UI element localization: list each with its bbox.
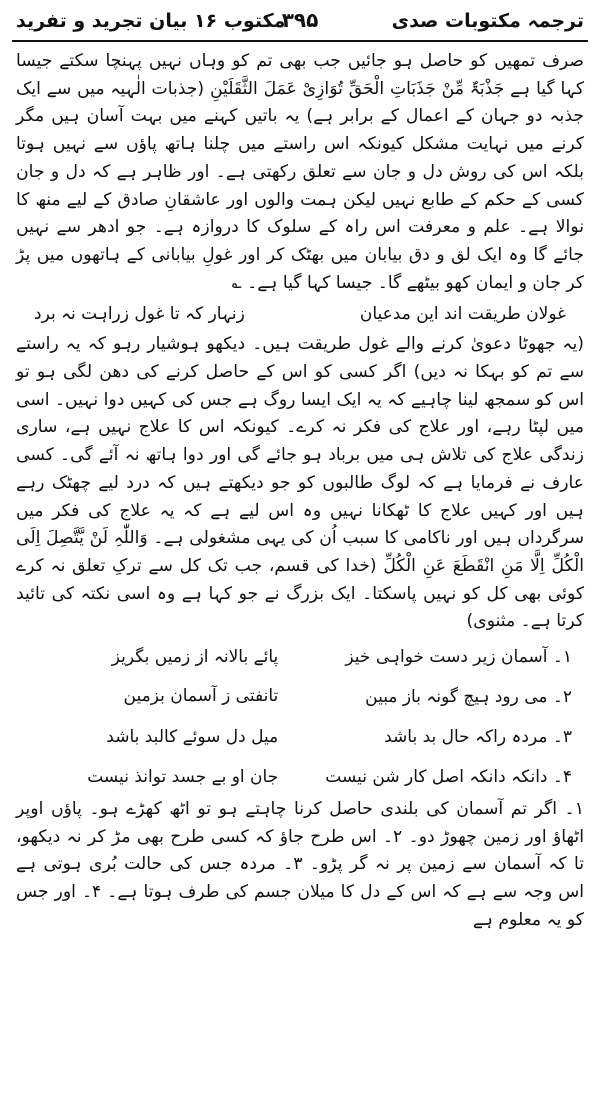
masnavi-poem (10, 636, 590, 796)
paragraph: صرف تمھیں کو حاصل ہو جائیں جب بھی تم کو وہاں نہیں پہنچا سکتے جیسا کہا گیا ہے جَذْبَۃٌ مِّنْ جَذَبَاتِ الْحَقِّ تُوَازِیْ عَمَلَ الثَّقَلَیْنِ (جذبات الٰہیہ میں سے ایک جذبہ دو جہان کے اعمال کے برابر ہے) یہ باتیں کہنے میں بہت آسان ہیں مگر کرنے میں نہایت مشکل کیونکہ اس راستے میں چلنا ہاتھ پاؤں سے نہیں ہوتا بلکہ اس کی روش دل و جان سے تعلق رکھتی ہے۔ اور ظاہر ہے کہ دل و جان کسی کے حکم کے طابع نہیں لیکن ہمت والوں اور عاشقانِ صادق کے لیے منھ کا نوالا ہے۔ علم و معرفت اس راہ کے سلوک کا دروازہ ہے۔ جو ادھر سے نہیں جائے گا وہ ایک لق و دق بیابان میں بھٹک کر اور غولِ بیابانی کے ہاتھوں میں پڑ کر جان و ایمان کھو بیٹھے گا۔ جیسا کہا گیا ہے۔ ؎ (16, 51, 584, 293)
poem-row (28, 636, 572, 676)
poem-hemistich-right: ۱۔ آسمان زیر دست خواہی خیز (345, 646, 572, 667)
verse-couplet (10, 297, 590, 331)
poem-row (28, 756, 572, 796)
verse-right: غولان طریقت اند این مدعیان (359, 304, 566, 325)
page-header (10, 6, 590, 40)
main-text (10, 48, 590, 297)
poem-hemistich-right: ۴۔ دانکہ دانکہ اصل کار شن نیست (325, 766, 572, 787)
poem-hemistich-left: جان او بے جسد توانذ نیست (87, 766, 279, 787)
poem-hemistich-right: ۳۔ مردہ راکہ حال بد باشد (384, 726, 572, 747)
main-text-2 (10, 331, 590, 636)
poem-hemistich-left: میل دل سوئے کالبد باشد (106, 726, 279, 747)
header-divider (12, 40, 588, 42)
poem-row (28, 676, 572, 716)
poem-hemistich-left: تانفتی ز آسمان بزمین (123, 686, 279, 707)
poem-hemistich-right: ۲۔ می رود ہیچ گونہ باز مبین (365, 686, 572, 707)
verse-left: زنہار کہ تا غول زراہت نہ برد (34, 304, 245, 325)
translation-text (10, 796, 590, 935)
chapter-title: مکتوب ۱۶ بیان تجرید و تفرید (16, 10, 286, 32)
poem-row (28, 716, 572, 756)
paragraph: (یہ جھوٹا دعویٰ کرنے والے غول طریقت ہیں۔ دیکھو ہوشیار رہو کہ یہ راستے سے تم کو بہکا نہ دیں) اگر کسی کو اس کے حاصل کرنے کی دھن لگی ہو تو اس کو سمجھ لینا چاہیے کہ یہ ایک ایسا روگ ہے جس کی کہیں دوا نہیں۔ اسی میں لپٹا رہے، اور علاج کی فکر نہ کرے۔ کیونکہ اس کا علاج نہیں ہے، ساری زندگی علاج کی تلاش ہی میں برباد ہو جائے گی اور دوا ہاتھ نہ آئے گی۔ کسی عارف نے فرمایا ہے کہ لوگ طالبوں کو جو دیکھتے ہیں کہ درد لیے چھٹک رہے ہیں اور کہیں علاج کا ٹھکانا نہیں وہ اس لیے ہے کہ یہ علاج کی فکر میں سرگرداں ہیں اور ناکامی کا سبب اُن کی یہی مشغولی ہے۔ وَاللّٰہِ لَنْ یَّتَّصِلَ اِلَی الْکُلِّ اِلَّا مَنِ انْقَطَعَ عَنِ الْکُلِّ (خدا کی قسم، جب تک کل سے ترکِ تعلق نہ کرے کوئی بھی کل کو نہیں پاسکتا۔ ایک بزرگ نے جو کہا ہے وہ اسی نکتہ کی تائید کرتا ہے۔ مثنوی) (16, 334, 584, 632)
poem-hemistich-left: پائے بالانہ از زمیں بگریز (111, 646, 279, 667)
book-title: ترجمہ مکتوبات صدی (391, 10, 584, 32)
paragraph: ۱۔ اگر تم آسمان کی بلندی حاصل کرنا چاہتے ہو تو اٹھ کھڑے ہو۔ پاؤں اوپر اٹھاؤ اور زمین چھوڑ دو۔ ۲۔ اس طرح جاؤ کہ کسی طرح بھی مڑ کر نہ دیکھو، تا کہ آسمان سے زمین پر نہ گر پڑو۔ ۳۔ مردہ جس کی حالت بُری ہوتی ہے اس وجہ سے ہے کہ اس کے دل کا میلان جسم کی طرف ہوتا ہے۔ ۴۔ اور جس کو یہ معلوم ہے (16, 799, 584, 930)
page-number: ۳۹۵ (281, 8, 319, 32)
